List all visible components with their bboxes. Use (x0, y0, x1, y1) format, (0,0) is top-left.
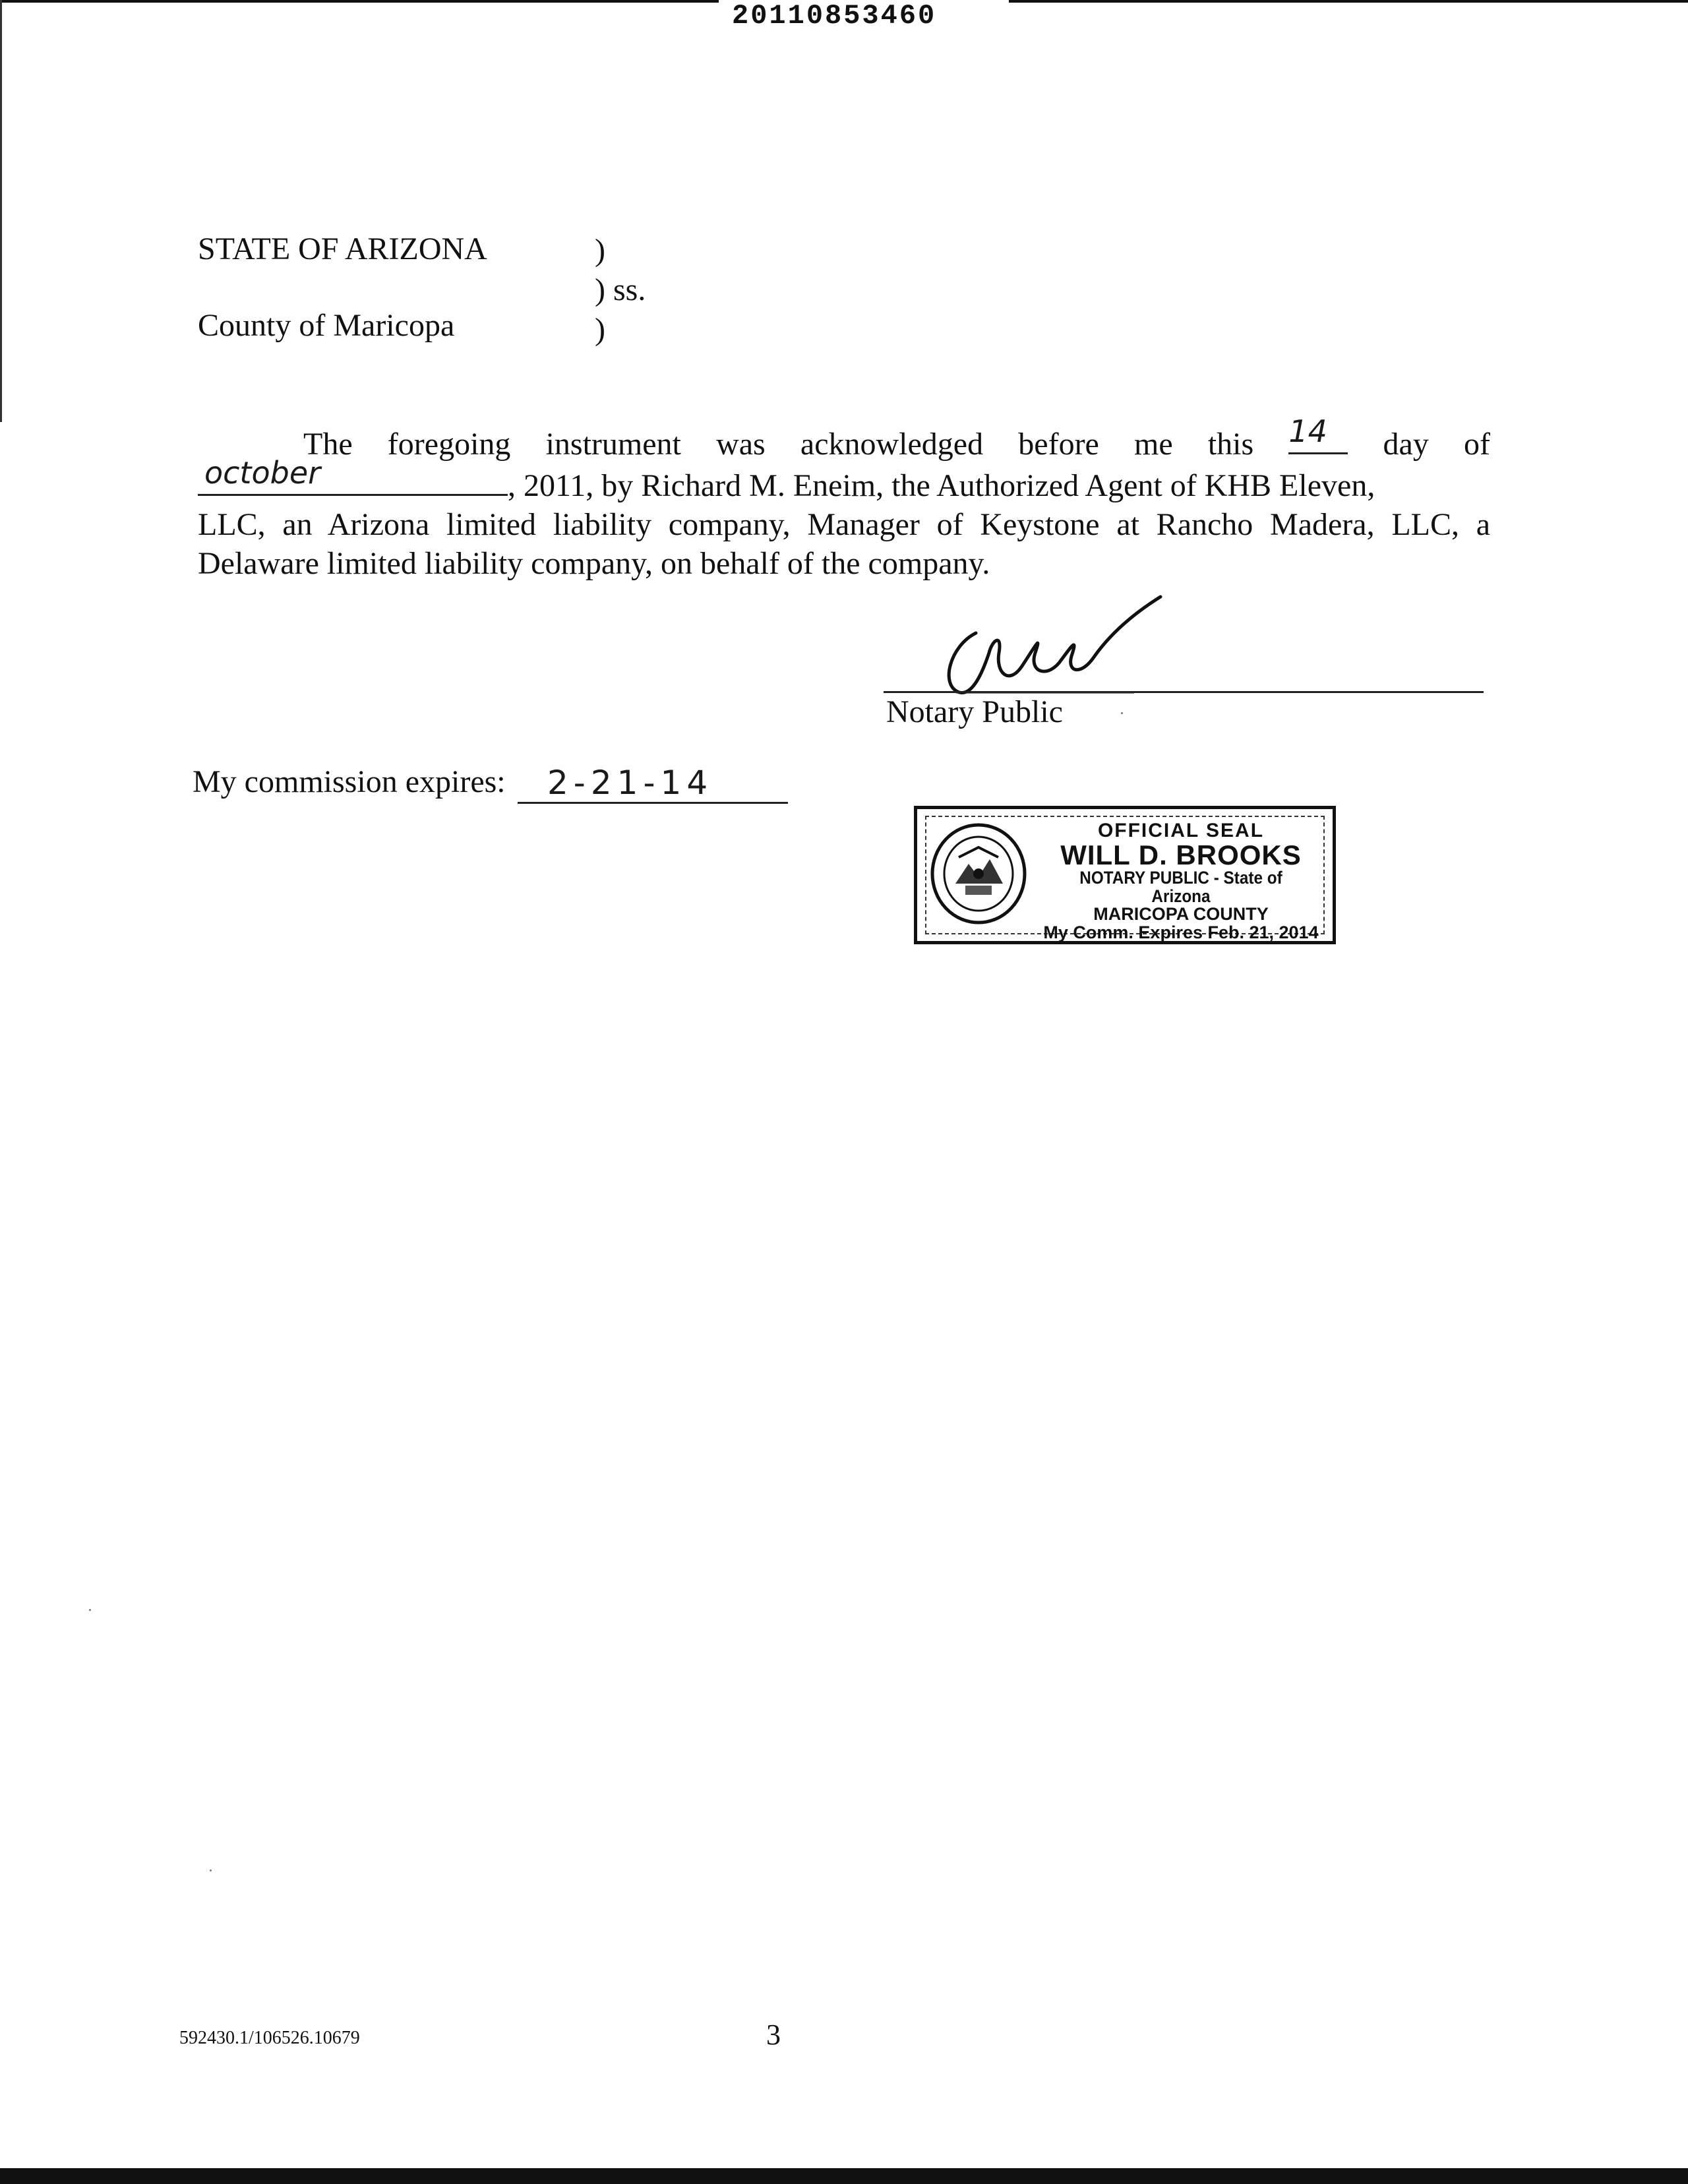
seal-line-notary-name: WILL D. BROOKS (1060, 839, 1302, 870)
venue-county: County of Maricopa (198, 308, 455, 343)
notary-public-label: Notary Public (886, 694, 1063, 729)
ack-line-1-end: day of (1383, 427, 1490, 462)
scan-top-bar-right (1009, 0, 1688, 3)
footer-page-number: 3 (766, 2018, 781, 2051)
state-seal-emblem-icon (929, 821, 1028, 926)
scan-bottom-bar (0, 2168, 1688, 2184)
footer-document-id: 592430.1/106526.10679 (179, 2028, 360, 2048)
commission-date-handwritten: 2-21-14 (547, 764, 713, 802)
ack-line-1-start: The foregoing instrument was acknowledged before me this (303, 427, 1254, 462)
commission-label: My commission expires: (193, 764, 506, 799)
scan-speck (89, 1609, 91, 1611)
day-blank (1288, 413, 1348, 454)
recording-number: 20110853460 (732, 0, 937, 32)
venue-paren-bottom: ) (595, 312, 605, 347)
scan-speck (1121, 712, 1123, 714)
scan-speck (210, 1869, 212, 1871)
official-seal-stamp (914, 806, 1336, 944)
month-handwritten: october (204, 455, 321, 491)
commission-date-line (518, 802, 788, 804)
ack-line-2-text: , 2011, by Richard M. Eneim, the Authorized Agent of KHB Eleven, (508, 468, 1375, 503)
acknowledgment-paragraph (198, 413, 1490, 583)
ack-line-4: Delaware limited liability company, on behalf of the company. (198, 546, 990, 581)
ack-line-2 (198, 455, 1490, 505)
day-handwritten: 14 (1288, 413, 1327, 449)
scan-left-edge (0, 0, 2, 422)
venue-state: STATE OF ARIZONA (198, 231, 487, 266)
ack-line-3: LLC, an Arizona limited liability company, Manager of Keystone at Rancho Madera, LLC, a (198, 507, 1490, 542)
seal-line-expiry: My Comm. Expires Feb. 21, 2014 (1043, 923, 1319, 943)
seal-line-county: MARICOPA COUNTY (1093, 904, 1269, 925)
seal-text-block (1036, 821, 1326, 942)
venue-paren-top: ) (595, 233, 605, 268)
seal-line-official-seal: OFFICIAL SEAL (1097, 820, 1265, 841)
scan-top-bar-left (0, 0, 719, 3)
month-blank (198, 455, 508, 496)
venue-ss: ) ss. (595, 272, 646, 307)
signature-line (884, 691, 1484, 693)
seal-line-notary-state: NOTARY PUBLIC - State of Arizona (1079, 868, 1282, 906)
notary-signature-icon (936, 593, 1187, 706)
